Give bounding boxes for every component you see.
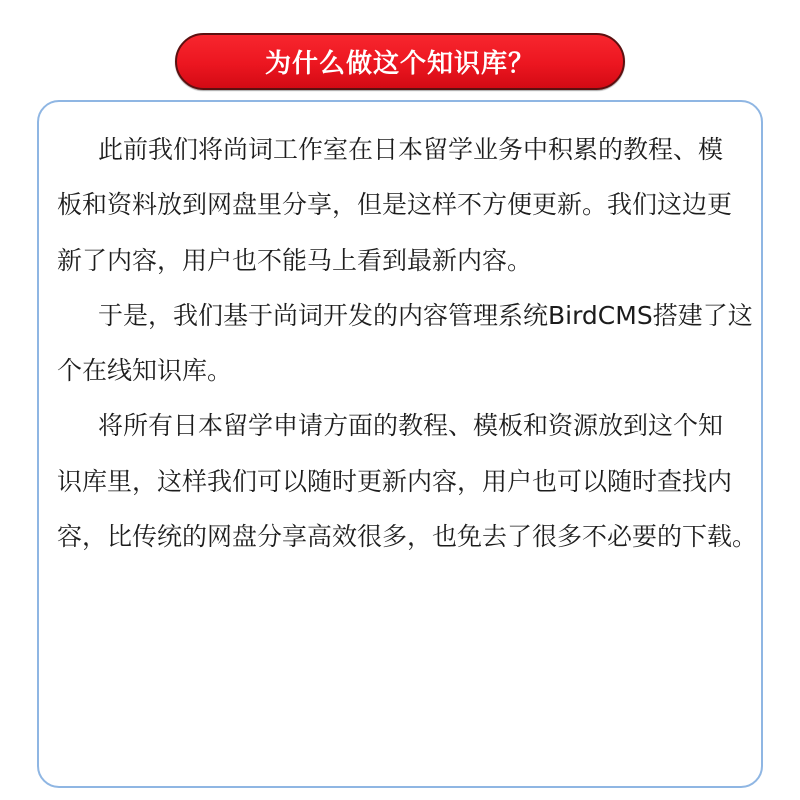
paragraph-line: 板和资料放到网盘里分享，但是这样不方便更新。我们这边更 bbox=[57, 190, 733, 220]
paragraph-line: 新了内容，用户也不能马上看到最新内容。 bbox=[57, 245, 533, 275]
paragraph-line: 识库里，这样我们可以随时更新内容，用户也可以随时查找内 bbox=[57, 466, 733, 496]
paragraph-1 bbox=[57, 122, 763, 288]
paragraph-line: 将所有日本留学申请方面的教程、模板和资源放到这个知 bbox=[98, 411, 724, 441]
paragraph-line: 此前我们将尚词工作室在日本留学业务中积累的教程、模 bbox=[98, 135, 724, 164]
paragraph-3 bbox=[57, 398, 763, 564]
content-text bbox=[57, 122, 763, 564]
header-title: 为什么做这个知识库？ bbox=[264, 49, 535, 79]
paragraph-line: 容，比传统的网盘分享高效很多，也免去了很多不必要的下载。 bbox=[57, 522, 758, 552]
paragraph-line: 个在线知识库。 bbox=[57, 356, 233, 386]
header-banner bbox=[175, 33, 625, 90]
paragraph-2 bbox=[57, 288, 763, 399]
paragraph-line: 于是，我们基于尚词开发的内容管理系统BirdCMS搭建了这 bbox=[98, 300, 753, 330]
